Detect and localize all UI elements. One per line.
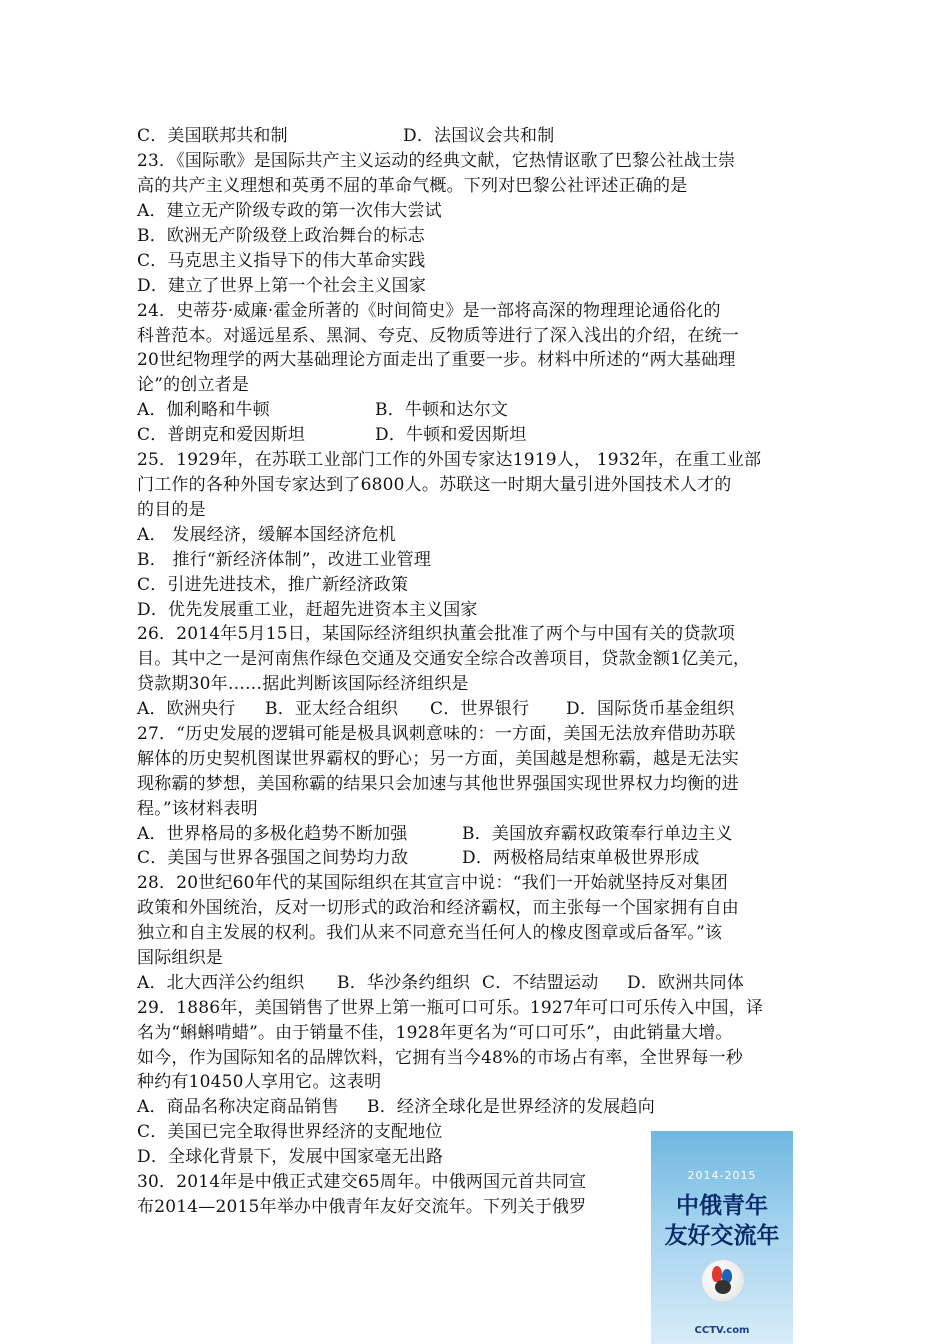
text-line: 20世纪物理学的两大基础理论方面走出了重要一步。材料中所述的“两大基础理 (137, 350, 736, 370)
text-line: 布2014—2015年举办中俄青年友好交流年。下列关于俄罗 (137, 1197, 587, 1217)
option-q23-b: B．欧洲无产阶级登上政治舞台的标志 (137, 226, 425, 246)
poster-years: 2014-2015 (687, 1169, 757, 1182)
question-30: 30．2014年是中俄正式建交65周年。中俄两国元首共同宣 (137, 1172, 587, 1192)
option-q26-d: D．国际货币基金组织 (566, 699, 735, 719)
option-q22-d: D．法国议会共和制 (403, 126, 555, 146)
option-q23-d: D．建立了世界上第一个社会主义国家 (137, 276, 427, 296)
option-q23-a: A．建立无产阶级专政的第一次伟大尝试 (137, 201, 442, 221)
option-q27-a: A．世界格局的多极化趋势不断加强 (137, 824, 408, 844)
option-q25-d: D．优先发展重工业，赶超先进资本主义国家 (137, 600, 478, 620)
text-line: 贷款期30年……据此判断该国际经济组织是 (137, 674, 469, 694)
option-q28-c: C．不结盟运动 (482, 973, 599, 993)
option-q28-d: D．欧洲共同体 (627, 973, 745, 993)
text-line: 政策和外国统治，反对一切形式的政治和经济霸权，而主张每一个国家拥有自由 (137, 898, 739, 918)
emblem-icon (701, 1259, 745, 1303)
option-q23-c: C．马克思主义指导下的伟大革命实践 (137, 251, 426, 271)
text-line: C．美国联邦共和制 (137, 126, 288, 146)
option-q27-d: D．两极格局结束单极世界形成 (462, 848, 700, 868)
poster-title-line2: 友好交流年 (664, 1223, 780, 1249)
text-line: 程。”该材料表明 (137, 799, 258, 819)
text-line: 名为“蝌蝌啃蜡”。由于销量不佳，1928年更名为“可口可乐”，由此销量大增。 (137, 1023, 733, 1043)
text-line: 高的共产主义理想和英勇不屈的革命气概。下列对巴黎公社评述正确的是 (137, 176, 688, 196)
option-q26-a: A．欧洲央行 (137, 699, 236, 719)
option-q26-b: B．亚太经合组织 (265, 699, 399, 719)
text-line: 种约有10450人享用它。这表明 (137, 1072, 382, 1092)
option-q24-a: A．伽利略和牛顿 (137, 400, 270, 420)
option-q29-d: D．全球化背景下，发展中国家毫无出路 (137, 1147, 444, 1167)
text-line: 如今，作为国际知名的品牌饮料，它拥有当今48%的市场占有率，全世界每一秒 (137, 1048, 743, 1068)
text-line: 科普范本。对遥远星系、黑洞、夸克、反物质等进行了深入浅出的介绍，在统一 (137, 326, 739, 346)
option-q24-c: C．普朗克和爱因斯坦 (137, 425, 306, 445)
option-q25-a: A． 发展经济，缓解本国经济危机 (137, 525, 396, 545)
option-q25-b: B． 推行“新经济体制”，改进工业管理 (137, 550, 432, 570)
text-line: 的目的是 (137, 500, 206, 520)
option-q27-c: C．美国与世界各强国之间势均力敌 (137, 848, 409, 868)
option-q29-a: A．商品名称决定商品销售 (137, 1097, 339, 1117)
text-line: 国际组织是 (137, 948, 223, 968)
option-q27-b: B．美国放弃霸权政策奉行单边主义 (462, 824, 733, 844)
option-q25-c: C．引进先进技术，推广新经济政策 (137, 575, 409, 595)
question-26: 26．2014年5月15日，某国际经济组织执董会批准了两个与中国有关的贷款项 (137, 624, 735, 644)
question-29: 29．1886年，美国销售了世界上第一瓶可口可乐。1927年可口可乐传入中国，译 (137, 998, 764, 1018)
text-line: 门工作的各种外国专家达到了6800人。苏联这一时期大量引进外国技术人才的 (137, 475, 732, 495)
question-28: 28．20世纪60年代的某国际组织在其宣言中说：“我们一开始就坚持反对集团 (137, 873, 728, 893)
option-q24-d: D．牛顿和爱因斯坦 (375, 425, 527, 445)
text-line: 目。其中之一是河南焦作绿色交通及交通安全综合改善项目，贷款金额1亿美元， (137, 649, 751, 669)
question-24: 24．史蒂芬·威廉·霍金所著的《时间简史》是一部将高深的物理理论通俗化的 (137, 301, 721, 321)
option-q29-c: C．美国已完全取得世界经济的支配地位 (137, 1122, 443, 1142)
text-line: 论”的创立者是 (137, 375, 250, 395)
option-q26-c: C．世界银行 (430, 699, 530, 719)
youth-exchange-poster-image (651, 1131, 793, 1344)
option-q24-b: B．牛顿和达尔文 (375, 400, 509, 420)
text-line: 解体的历史契机图谋世界霸权的野心；另一方面，美国越是想称霸，越是无法实 (137, 749, 739, 769)
text-line: 现称霸的梦想，美国称霸的结果只会加速与其他世界强国实现世界权力均衡的进 (137, 774, 739, 794)
question-27: 27．“历史发展的逻辑可能是极具讽刺意味的：一方面，美国无法放弃借助苏联 (137, 724, 736, 744)
option-q29-b: B．经济全球化是世界经济的发展趋向 (367, 1097, 655, 1117)
text-line: 独立和自主发展的权利。我们从来不同意充当任何人的橡皮图章或后备军。”该 (137, 923, 723, 943)
question-23: 23．《国际歌》是国际共产主义运动的经典文献，它热情讴歌了巴黎公社战士崇 (137, 151, 736, 171)
question-25: 25．1929年，在苏联工业部门工作的外国专家达1919人， 1932年，在重工业部 (137, 450, 762, 470)
option-q28-b: B．华沙条约组织 (337, 973, 471, 993)
cctv-logo: CCTV.com (694, 1325, 750, 1336)
option-q28-a: A．北大西洋公约组织 (137, 973, 305, 993)
poster-title-line1: 中俄青年 (676, 1193, 768, 1219)
